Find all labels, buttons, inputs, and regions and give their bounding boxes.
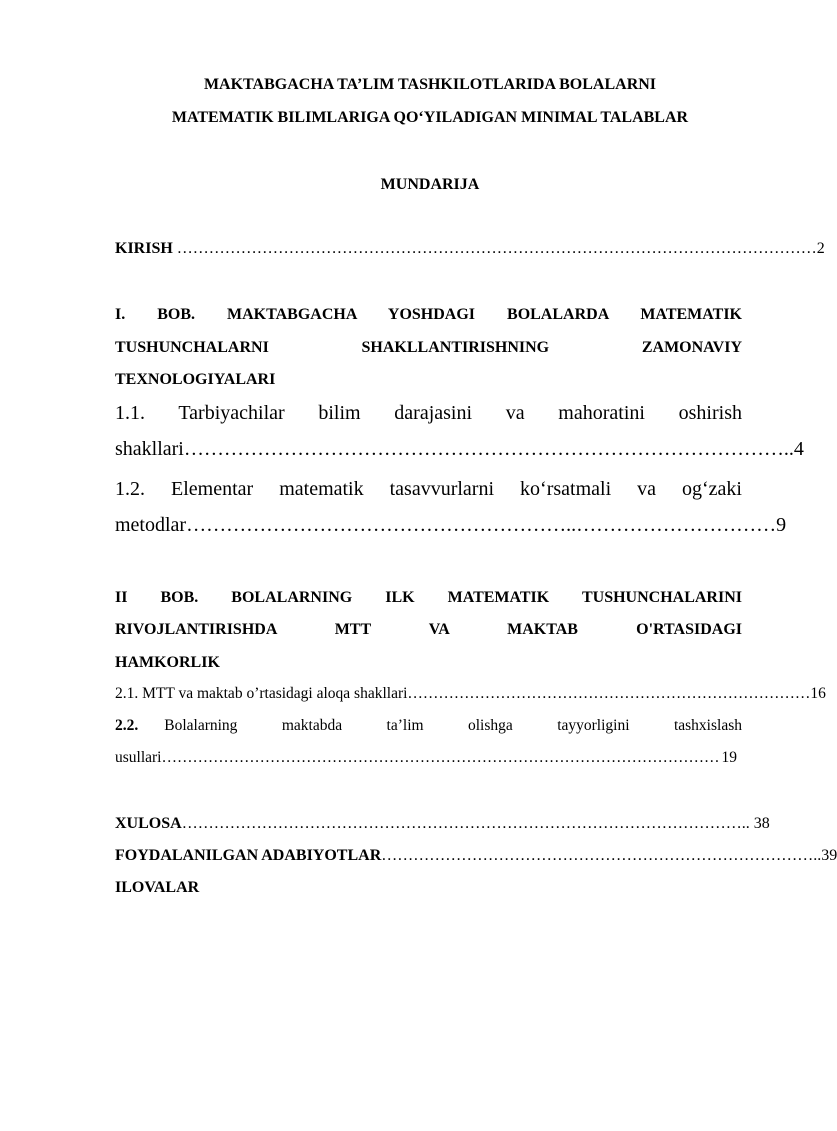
toc-section-2-1-page: 16 [810,685,826,702]
toc-section-2-1-label: 2.1. MTT va maktab o’rtasidagi aloqa shakllari [115,685,408,702]
toc-conclusion-page: .. 38 [741,815,770,832]
toc-section-2-2-line2 [115,749,737,767]
toc-leader: …………………………………………………..………………………… [186,514,777,536]
toc-entry-appendices: ILOVALAR [115,879,200,896]
toc-section-1-2-line2 [115,514,787,537]
toc-chapter1-title-line1: I. BOB. MAKTABGACHA YOSHDAGI BOLALARDA MATEMATIK [115,306,742,323]
document-title-line1: MAKTABGACHA TA’LIM TASHKILOTLARIDA BOLALARNI [203,76,657,93]
toc-section-1-2-page: 9 [776,514,787,536]
toc-section-1-2-line1: 1.2. Elementar matematik tasavvurlarni ko‘rsatmali va og‘zaki [115,478,742,500]
toc-conclusion-label: XULOSA [115,815,182,832]
toc-intro-label: KIRISH [115,240,173,257]
toc-entry-intro [115,240,825,258]
toc-chapter1-title-line3: TEXNOLOGIYALARI [115,371,276,388]
toc-chapter2-title-line1: II BOB. BOLALARNING ILK MATEMATIK TUSHUNCHALARINI [115,589,742,606]
document-title-line2: MATEMATIK BILIMLARIGA QO‘YILADIGAN MINIMAL TALABLAR [171,109,689,126]
toc-leader: …………………………………………………………………………………………… [181,815,742,832]
toc-section-2-2-line1 [115,717,742,735]
toc-leader: …………………………………………………………………… [407,685,811,702]
toc-references-label: FOYDALANILGAN ADABIYOTLAR [115,847,382,864]
toc-leader: ……………………………………………………………………… [381,847,814,864]
toc-leader: ……………………………………………………………………………………………… [161,749,720,766]
toc-leader: ……………………………………………………………………………… [183,438,784,460]
toc-entry-references [115,847,837,865]
contents-heading: MUNDARIJA [380,176,480,193]
toc-section-1-1-label: shakllari [115,438,184,460]
toc-chapter2-title-line3: HAMKORLIK [115,654,220,671]
toc-section-2-1 [115,685,826,703]
toc-references-page: ..39 [813,847,837,864]
toc-leader: ………………………………………………………………………………………………………… [172,240,817,257]
toc-section-2-2-text: Bolalarning maktabda ta’lim olishga tayyorligini tashxislash [164,717,742,734]
toc-section-2-2-label: usullari [115,749,162,766]
toc-section-2-2-number: 2.2. [115,717,139,734]
toc-intro-page: 2 [816,240,825,257]
toc-entry-conclusion [115,815,770,833]
toc-section-1-1-line1: 1.1. Tarbiyachilar bilim darajasini va mahoratini oshirish [115,402,742,424]
toc-chapter2-title-line2: RIVOJLANTIRISHDA MTT VA MAKTAB O'RTASIDAGI [115,621,742,638]
toc-section-1-1-page: ..4 [783,438,804,460]
toc-chapter1-title-line2: TUSHUNCHALARNI SHAKLLANTIRISHNING ZAMONAVIY [115,339,742,356]
toc-section-2-2-page: 19 [721,749,737,766]
toc-section-1-2-label: metodlar [115,514,187,536]
toc-section-1-1-line2 [115,438,804,461]
